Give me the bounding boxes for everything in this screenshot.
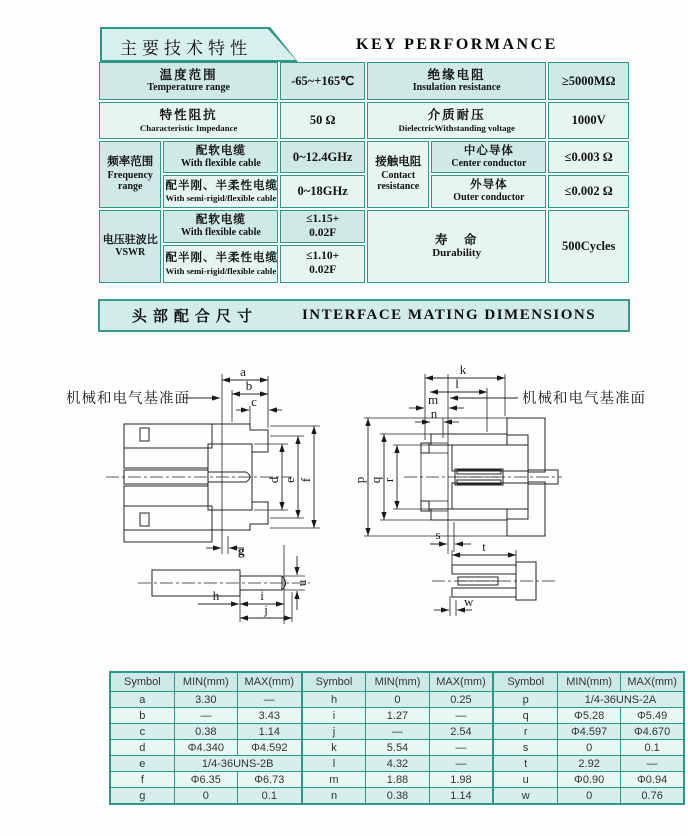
spec-contact-label: 接触电阻 Contact resistance [367,141,429,208]
max-cell: Φ4.670 [621,724,684,740]
min-cell: 0 [558,788,621,805]
spec-frequency-flexible-value: 0~12.4GHz [280,141,365,173]
symbol-cell: l [302,756,366,772]
dim-label-i: i [260,588,264,603]
dim-label-l: l [455,376,459,391]
symbol-cell: d [110,740,174,756]
section2-title-zh: 头部配合尺寸 [131,309,258,325]
max-cell: 0.76 [621,788,684,805]
table-row [99,175,629,208]
max-cell: Φ0.94 [621,772,684,788]
spec-frequency-label: 频率范围 Frequency range [99,141,161,208]
col-header: Symbol [493,672,557,692]
plug-cross-section [66,364,320,558]
dim-label-u: u [294,579,309,587]
min-cell: 2.92 [558,756,621,772]
section1-tab [100,27,298,62]
min-cell: 0.38 [174,724,237,740]
dim-label-t: t [482,539,486,554]
section2-title-en: INTERFACE MATING DIMENSIONS [301,307,597,323]
spec-vswr-flexible-value: ≤1.15+ 0.02F [280,210,365,243]
dim-label-b: b [245,378,253,393]
mating-dimensions-table [109,671,685,805]
symbol-cell: m [302,772,366,788]
spec-contact-center-label: 中心导体 Center conductor [431,141,546,173]
symbol-cell: k [302,740,366,756]
col-header: Symbol [110,672,174,692]
spec-vswr-flexible-label: 配软电缆 With flexible cable [163,210,278,243]
max-cell: 1.14 [237,724,301,740]
col-header: MAX(mm) [237,672,301,692]
spec-durability-label: 寿 命 Durability [367,210,546,283]
dim-label-c: c [251,394,257,409]
dim-label-h: h [212,588,220,603]
dim-label-p: p [352,476,367,484]
table-row [99,141,629,173]
spec-dielectric-value: 1000V [548,102,629,139]
socket-contact-detail [432,539,556,616]
max-cell: — [237,692,301,708]
section1-title-zh: 主要技术特性 [120,39,252,58]
dim-label-w: w [464,594,474,609]
symbol-cell: q [493,708,557,724]
dim-label-d: d [266,476,281,484]
min-cell: Φ5.28 [558,708,621,724]
symbol-cell: t [493,756,557,772]
min-cell: 0 [366,692,429,708]
thread-spec-cell: 1/4-36UNS-2B [174,756,301,772]
table-row [99,210,629,243]
symbol-cell: w [493,788,557,805]
thread-spec-cell: 1/4-36UNS-2A [558,692,684,708]
max-cell: 1.98 [429,772,493,788]
spec-vswr-semirigid-value: ≤1.10+ 0.02F [280,245,365,283]
dim-label-e: e [282,477,297,483]
max-cell: 3.43 [237,708,301,724]
min-cell: — [366,724,429,740]
symbol-cell: s [493,740,557,756]
min-cell: 3.30 [174,692,237,708]
key-performance-table [97,60,631,285]
spec-temperature-label: 温度范围 Temperature range [99,62,278,100]
spec-contact-center-value: ≤0.003 Ω [548,141,629,173]
table-row [110,788,684,805]
table-row [110,756,684,772]
symbol-cell: r [493,724,557,740]
max-cell: — [621,756,684,772]
table-row [99,102,629,139]
pin-contact-detail [138,545,310,624]
symbol-cell: f [110,772,174,788]
spec-impedance-value: 50 Ω [280,102,365,139]
min-cell: 0 [558,740,621,756]
ref-plane-annotation-left: 机械和电气基准面 [66,391,190,407]
table-row [110,772,684,788]
spec-dielectric-label: 介质耐压 DielectricWithstanding voltage [367,102,546,139]
max-cell: Φ4.592 [237,740,301,756]
max-cell: 0.25 [429,692,493,708]
col-header: MIN(mm) [366,672,429,692]
section1-title-en: KEY PERFORMANCE [356,36,558,53]
max-cell: 0.1 [621,740,684,756]
spec-temperature-value: -65~+165℃ [280,62,365,100]
spec-contact-outer-value: ≤0.002 Ω [548,175,629,208]
table-row [110,692,684,708]
symbol-cell: p [493,692,557,708]
dim-label-k: k [459,362,467,377]
dim-label-f: f [298,477,313,483]
max-cell: — [429,756,493,772]
dim-label-g: g [238,543,245,558]
spec-vswr-label: 电压驻波比 VSWR [99,210,161,283]
max-cell: 2.54 [429,724,493,740]
dim-label-n: n [430,406,438,421]
dim-label-j: j [264,602,268,617]
spec-durability-value: 500Cycles [548,210,629,283]
spec-insulation-label: 绝缘电阻 Insulation resistance [367,62,546,100]
col-header: MIN(mm) [174,672,237,692]
col-header: MAX(mm) [429,672,493,692]
symbol-cell: c [110,724,174,740]
spec-frequency-semirigid-label: 配半刚、半柔性电缆 With semi-rigid/flexible cable [163,175,278,208]
symbol-cell: b [110,708,174,724]
symbol-cell: j [302,724,366,740]
min-cell: 5.54 [366,740,429,756]
spec-impedance-label: 特性阻抗 Characteristic Impedance [99,102,278,139]
min-cell: 4.32 [366,756,429,772]
symbol-cell: g [110,788,174,805]
spec-insulation-value: ≥5000MΩ [548,62,629,100]
interface-mating-drawing [0,340,688,670]
dim-label-m: m [427,392,439,407]
min-cell: 0.38 [366,788,429,805]
spec-contact-outer-label: 外导体 Outer conductor [431,175,546,208]
symbol-cell: h [302,692,366,708]
max-cell: — [429,708,493,724]
spec-vswr-semirigid-label: 配半刚、半柔性电缆 With semi-rigid/flexible cable [163,245,278,283]
table-row [110,708,684,724]
symbol-cell: n [302,788,366,805]
table-row [110,724,684,740]
max-cell: 1.14 [429,788,493,805]
jack-cross-section [352,362,646,554]
symbol-cell: i [302,708,366,724]
dim-label-a: a [240,364,246,379]
dim-label-q: q [368,476,383,484]
min-cell: Φ4.340 [174,740,237,756]
col-header: Symbol [302,672,366,692]
ref-plane-annotation-right: 机械和电气基准面 [522,391,646,407]
section2-banner [98,299,630,332]
symbol-cell: e [110,756,174,772]
min-cell: Φ4.597 [558,724,621,740]
dim-label-s: s [435,527,441,542]
max-cell: 0.1 [237,788,301,805]
min-cell: Φ6.35 [174,772,237,788]
min-cell: 1.88 [366,772,429,788]
min-cell: 1.27 [366,708,429,724]
max-cell: Φ5.49 [621,708,684,724]
spec-frequency-flexible-label: 配软电缆 With flexible cable [163,141,278,173]
table-header-row [110,672,684,692]
min-cell: Φ0.90 [558,772,621,788]
max-cell: Φ6.73 [237,772,301,788]
min-cell: 0 [174,788,237,805]
symbol-cell: u [493,772,557,788]
col-header: MAX(mm) [621,672,684,692]
min-cell: — [174,708,237,724]
spec-frequency-semirigid-value: 0~18GHz [280,175,365,208]
symbol-cell: a [110,692,174,708]
table-row [110,740,684,756]
dim-label-r: r [381,477,396,483]
table-row [99,62,629,100]
max-cell: — [429,740,493,756]
col-header: MIN(mm) [558,672,621,692]
